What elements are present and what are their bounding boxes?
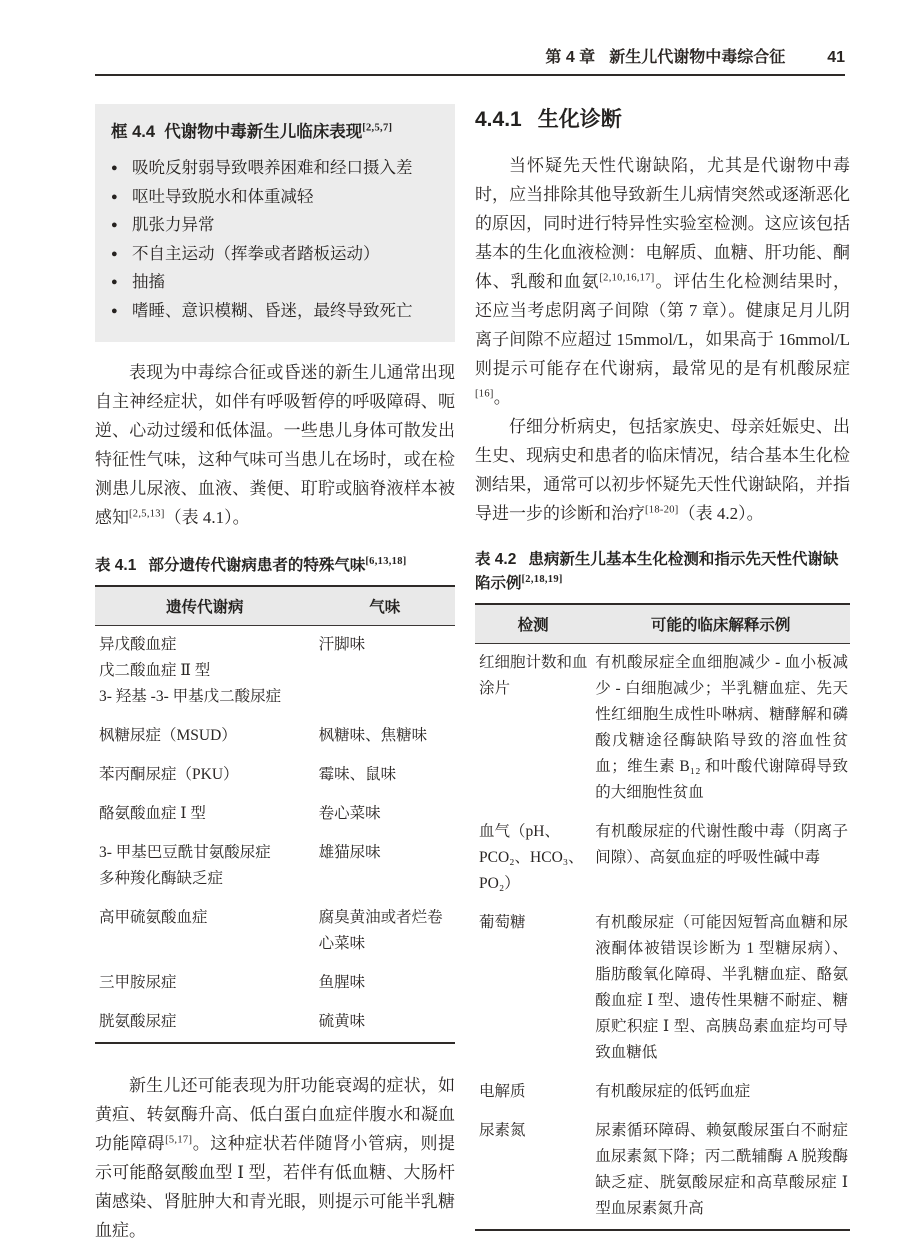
odor-cell: 雄猫尿味 [318,844,381,861]
box-title-text: 代谢物中毒新生儿临床表现 [164,123,363,141]
column-header-disease: 遗传代谢病 [95,586,315,626]
disease-cell [95,717,315,756]
interpretation-cell: 有机酸尿症（可能因短暂高血糖和尿液酮体被错误诊断为 1 型糖尿病）、脂肪酸氧化障碍、半乳糖血症、酪氨酸血症 Ⅰ 型、遗传性果糖不耐症、糖原贮积症 Ⅰ 型、高胰岛素血症均可导致血糖低 [595,914,848,1061]
table-4-2-title [475,548,850,596]
odor-cell: 枫糖味、焦糖味 [318,727,428,744]
table-label: 表 4.1 [95,557,137,574]
disease-cell [95,1003,315,1043]
table-row [95,717,455,756]
disease-line: 3- 甲基巴豆酰甘氨酸尿症 [99,844,271,861]
table-row [95,899,455,964]
disease-line: 高甲硫氨酸血症 [99,909,208,926]
reference-marker: [18-20] [645,504,679,516]
disease-line: 戊二酸血症 Ⅱ 型 [99,662,211,679]
paragraph-text: 当怀疑先天性代谢缺陷，尤其是代谢物中毒时，应当排除其他导致新生儿病情突然或逐渐恶化的原因，同时进行特异性实验室检测。这应该包括基本的生化血液检测：电解质、血糖、肝功能、酮体、乳酸和血氨 [475,156,850,291]
header-rule [95,74,845,76]
disease-line: 三甲胺尿症 [99,974,177,991]
odor-cell: 卷心菜味 [318,805,381,822]
table-4-1 [95,585,455,1044]
test-cell: 尿素氮 [479,1122,526,1139]
table-row [95,795,455,834]
table-row [475,904,850,1073]
reference-marker: [6,13,18] [365,555,407,567]
disease-line: 苯丙酮尿症（PKU） [99,766,239,783]
disease-cell [95,626,315,718]
table-row [95,626,455,718]
disease-cell [95,964,315,1003]
interpretation-cell: 有机酸尿症的代谢性酸中毒（阴离子间隙）、高氨血症的呼吸性碱中毒 [595,823,848,866]
table-row [475,644,850,814]
disease-line: 3- 羟基 -3- 甲基戊二酸尿症 [99,688,282,705]
interpretation-cell: 尿素循环障碍、赖氨酸尿蛋白不耐症血尿素氮下降；丙二酰辅酶 A 脱羧酶缺乏症、胱氨酸尿症和高草酸尿症 Ⅰ 型血尿素氮升高 [595,1122,848,1217]
column-header-odor: 气味 [315,586,455,626]
bullet-item: ● 嗜睡、意识模糊、昏迷，最终导致死亡 [111,297,441,326]
clinical-box-4-4 [95,104,455,342]
section-title: 生化诊断 [537,108,622,131]
table-row [475,813,850,904]
paragraph-text: （表 4.1）。 [164,508,250,527]
paragraph-symptoms [95,358,455,532]
bullet-item: ● 呕吐导致脱水和体重减轻 [111,183,441,212]
odor-cell: 霉味、鼠味 [318,766,397,783]
disease-line: 枫糖尿症（MSUD） [99,727,237,744]
disease-cell [95,899,315,964]
bullet-item: ● 吸吮反射弱导致喂养困难和经口摄入差 [111,154,441,183]
box-label: 框 4.4 [111,123,156,141]
table-row [475,1073,850,1112]
section-heading-4-4-1 [475,106,850,134]
odor-cell: 汗脚味 [318,636,366,653]
table-header-row [475,604,850,644]
test-cell: 葡萄糖 [479,914,526,931]
reference-marker: [2,10,16,17] [599,272,655,284]
table-4-1-title [95,554,455,578]
paragraph-history [475,412,850,528]
table-row [95,756,455,795]
odor-cell: 腐臭黄油或者烂卷心菜味 [318,909,443,952]
paragraph-text: 。 [493,388,511,407]
two-column-layout [95,104,850,1245]
disease-line: 异戊酸血症 [99,636,177,653]
table-header-row [95,586,455,626]
bullet-item: ● 肌张力异常 [111,211,441,240]
test-cell: 血气（pH、PCO₂、HCO₃、PO₂） [479,823,584,892]
reference-marker: [2,5,7] [362,122,393,134]
odor-cell: 硫黄味 [318,1013,366,1030]
reference-marker: [2,5,13] [129,508,165,520]
reference-marker: [5,17] [165,1134,193,1146]
page-number: 41 [827,49,845,66]
bullet-item: ● 不自主运动（挥拳或者踏板运动） [111,240,441,269]
interpretation-cell: 有机酸尿症的低钙血症 [595,1083,751,1100]
column-header-interpretation: 可能的临床解释示例 [591,604,850,644]
odor-cell: 鱼腥味 [318,974,366,991]
disease-line: 酪氨酸血症 Ⅰ 型 [99,805,206,822]
disease-line: 胱氨酸尿症 [99,1013,177,1030]
paragraph-text: 。这种症状若伴随肾小管病，则提示可能酪氨酸血型 Ⅰ 型，若伴有低血糖、大肠杆菌感染、肾脏肿大和青光眼，则提示可能半乳糖血症。 [95,1134,456,1240]
reference-marker: [2,18,19] [521,573,563,585]
running-head [95,44,845,67]
paragraph-biochemical [475,151,850,412]
paragraph-text: （表 4.2）。 [678,504,764,523]
disease-cell [95,834,315,899]
disease-cell [95,795,315,834]
table-4-2-block [475,548,850,1231]
reference-marker: [16] [475,388,494,400]
bullet-list [111,154,441,325]
table-4-2 [475,603,850,1231]
chapter-number: 第 4 章 [545,49,596,66]
test-cell: 红细胞计数和血涂片 [479,654,588,697]
table-label: 表 4.2 [475,551,517,568]
table-row [475,1112,850,1230]
chapter-title: 新生儿代谢物中毒综合征 [609,49,786,66]
table-title-text: 患病新生儿基本生化检测和指示先天性代谢缺陷示例 [475,551,839,592]
section-number: 4.4.1 [475,108,522,131]
table-4-1-block [95,554,455,1044]
paragraph-text: 仔细分析病史，包括家族史、母亲妊娠史、出生史、现病史和患者的临床情况，结合基本生化检测结果，通常可以初步怀疑先天性代谢缺陷，并指导进一步的诊断和治疗 [475,417,850,523]
disease-cell [95,756,315,795]
test-cell: 电解质 [479,1083,526,1100]
paragraph-text: 新生儿还可能表现为肝功能衰竭的症状，如黄疸、转氨酶升高、低白蛋白血症伴腹水和凝血功能障碍 [95,1076,455,1153]
table-row [95,1003,455,1043]
box-title [111,119,441,145]
bullet-item: ● 抽搐 [111,268,441,297]
interpretation-cell: 有机酸尿症全血细胞减少 - 血小板减少 - 白细胞减少；半乳糖血症、先天性红细胞生成性卟啉病、糖酵解和磷酸戊糖途径酶缺陷导致的溶血性贫血；维生素 B₁₂ 和叶酸代谢障碍导致的大细胞性贫血 [595,654,848,801]
table-row [95,834,455,899]
paragraph-text: 。评估生化检测结果时，还应当考虑阴离子间隙（第 7 章）。健康足月儿阴离子间隙不应超过 15mmol/L，如果高于 16mmol/L 则提示可能存在代谢病，最常见的是有机酸尿症 [475,272,850,378]
left-column [95,104,455,1245]
table-row [95,964,455,1003]
disease-line: 多种羧化酶缺乏症 [99,870,224,887]
column-header-test: 检测 [475,604,591,644]
table-title-text: 部分遗传代谢病患者的特殊气味 [148,557,366,574]
paragraph-liver-failure [95,1071,455,1245]
paragraph-text: 表现为中毒综合征或昏迷的新生儿通常出现自主神经症状，如伴有呼吸暂停的呼吸障碍、呃逆、心动过缓和低体温。一些患儿身体可散发出特征性气味，这种气味可当患儿在场时，或在检测患儿尿液、血液、粪便、耵聍或脑脊液样本被感知 [95,363,455,527]
right-column [475,104,850,1245]
